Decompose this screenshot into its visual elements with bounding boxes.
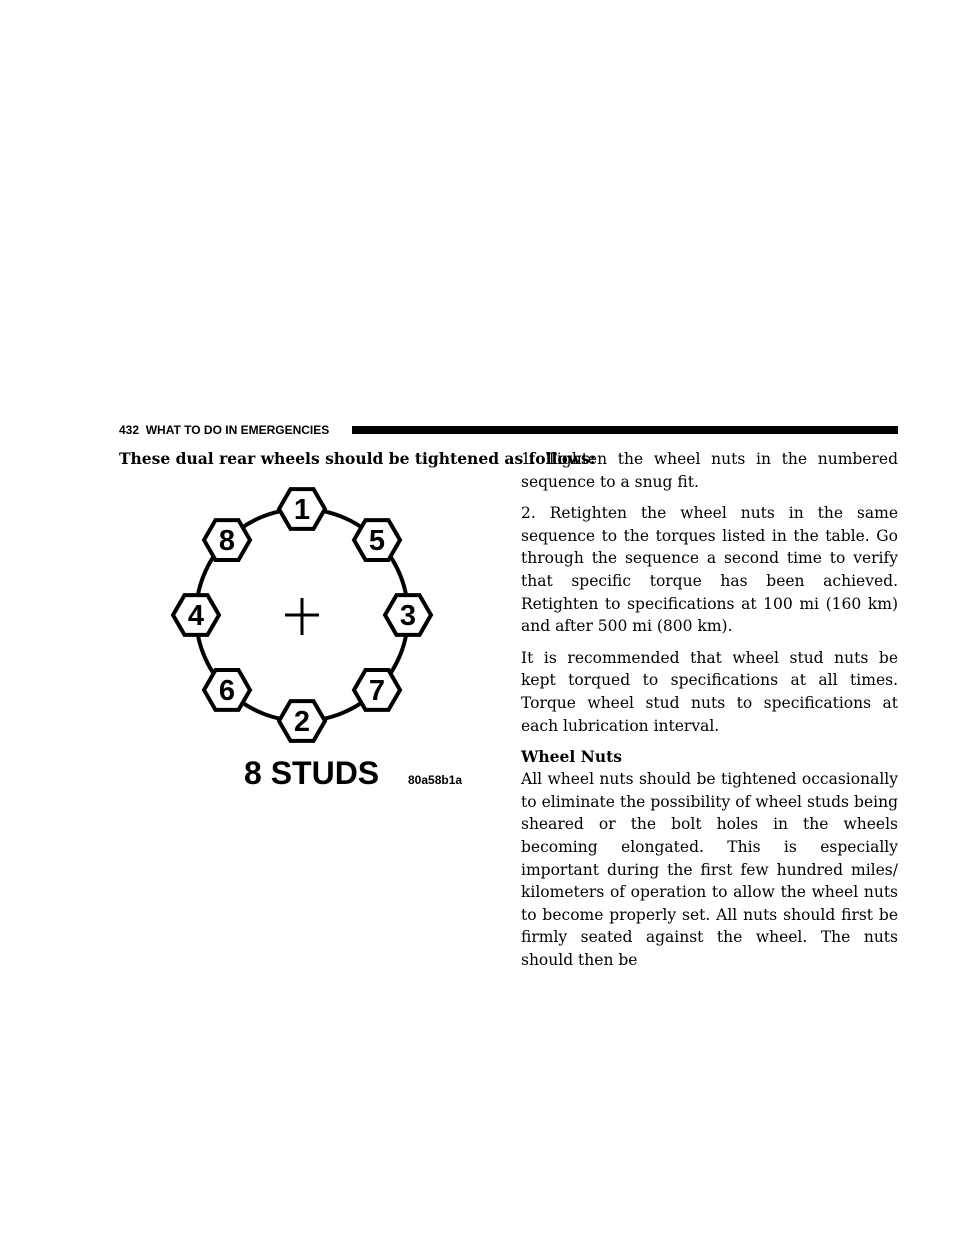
step-1-text: 1. Tighten the wheel nuts in the numbered sequence to a snug fit. — [521, 450, 898, 491]
dual-wheels-heading: These dual rear wheels should be tightened as follows: — [119, 449, 596, 468]
stud-number: 3 — [399, 600, 417, 632]
stud-number: 1 — [293, 494, 311, 526]
section-title: WHAT TO DO IN EMERGENCIES — [145, 423, 330, 437]
stud-nut-6 — [204, 670, 250, 710]
stud-number: 5 — [368, 525, 386, 557]
stud-nut-4 — [173, 595, 219, 635]
stud-nut-1 — [279, 489, 325, 529]
step-2-text: 2. Retighten the wheel nuts in the same sequence to the torques listed in the table. Go through the sequence a second time to verify that specific torque has been achieved. Retighten to specifications at 100 mi (160 km) and after 500 mi (800 km). — [521, 504, 898, 636]
stud-nut-3 — [385, 595, 431, 635]
figure-title: 8 STUDS — [244, 755, 380, 791]
page-header — [119, 422, 898, 438]
stud-number: 6 — [218, 675, 236, 707]
figure-id: 80a58b1a — [408, 773, 463, 787]
header-label — [119, 422, 329, 438]
page-number: 432 — [119, 423, 140, 437]
stud-number: 2 — [293, 706, 311, 738]
stud-number: 8 — [218, 525, 236, 557]
stud-number: 7 — [368, 675, 386, 707]
wheel-nuts-heading: Wheel Nuts — [521, 747, 623, 767]
stud-number: 4 — [187, 600, 205, 632]
instructions-column — [521, 448, 898, 971]
stud-tightening-diagram — [168, 478, 478, 791]
wheel-nuts-text: All wheel nuts should be tightened occasionally to eliminate the possibility of wheel studs being sheared or the bolt holes in the wheels becoming elongated. This is especially important during the first few hundred miles/ kilometers of operation to allow the wheel nuts to become properly set. All nuts should first be firmly seated against the wheel. The nuts should then be — [521, 770, 898, 969]
stud-nut-8 — [204, 520, 250, 560]
stud-nut-5 — [354, 520, 400, 560]
torque-recommendation-text: It is recommended that wheel stud nuts be kept torqued to specifications at all times. Torque wheel stud nuts to specifications at each lubrication interval. — [521, 648, 898, 735]
stud-nut-7 — [354, 670, 400, 710]
stud-nut-2 — [279, 701, 325, 741]
stud-diagram-svg — [168, 478, 478, 791]
header-rule — [352, 426, 898, 434]
